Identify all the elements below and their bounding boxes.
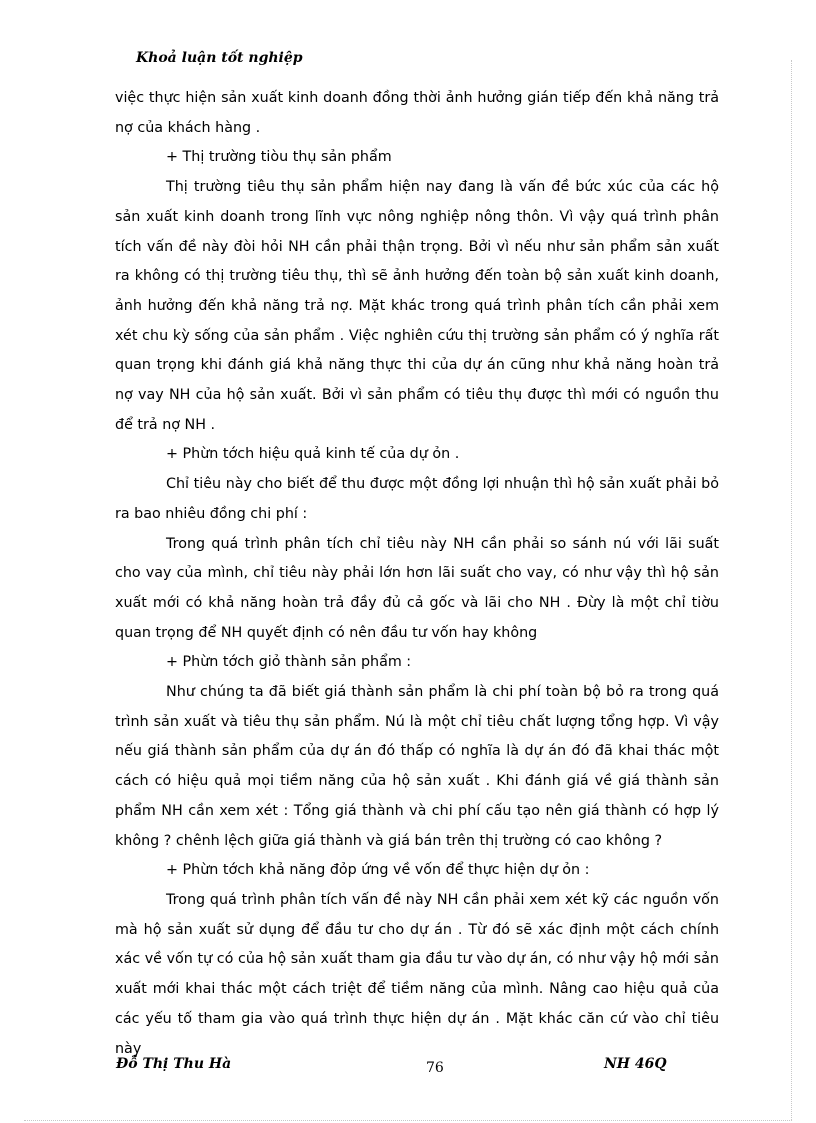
paragraph-cost: Như chúng ta đã biết giá thành sản phẩm là chi phí toàn bộ bỏ ra trong quá trình sản xuất và tiêu thụ sản phẩm. Nú là một chỉ tiêu chất lượng tổng hợp. Vì vậy nếu giá thành sản phẩm của dự án đó thấp có nghĩa là dự án đó đã khai thác một cách có hiệu quả mọi tiềm năng của hộ sản xuất . Khi đánh giá về giá thành sản phẩm NH cần xem xét : Tổng giá thành và chi phí cấu tạo nên giá thành có hợp lý không ? chênh lệch giữa giá thành và giá bán trên thị trường có cao không ? bbox=[115, 684, 719, 849]
paragraph-capital: Trong quá trình phân tích vấn đề này NH cần phải xem xét kỹ các nguồn vốn mà hộ sản xuất sử dụng để đầu tư cho dự án . Từ đó sẽ xác định một cách chính xác về vốn tự có của hộ sản xuất tham gia đầu tư vào dự án, có như vậy hộ mới sản xuất mới khai thác một cách triệt để tiềm năng của mình. Nâng cao hiệu quả của các yếu tố tham gia vào quá trình thực hiện dự án . Mặt khác căn cứ vào chỉ tiêu này bbox=[115, 891, 719, 1057]
page-bottom-divider bbox=[24, 1120, 792, 1121]
paragraph-market: Thị trường tiêu thụ sản phẩm hiện nay đang là vấn đề bức xúc của các hộ sản xuất kinh doanh trong lĩnh vực nông nghiệp nông thôn. Vì vậy quá trình phân tích vấn đề này đòi hỏi NH cần phải thận trọng. Bởi vì nếu như sản phẩm sản xuất ra không có thị trường tiêu thụ, thì sẽ ảnh hưởng đến toàn bộ sản xuất kinh doanh, ảnh hưởng đến khả năng trả nợ. Mặt khác trong quá trình phân tích cần phải xem xét chu kỳ sống của sản phẩm . Việc nghiên cứu thị trường sản phẩm có ý nghĩa rất quan trọng khi đánh giá khả năng thực thi của dự án cũng như khả năng hoàn trả nợ vay NH của hộ sản xuất. Bởi vì sản phẩm có tiêu thụ được thì mới có nguồn thu để trả nợ NH . bbox=[115, 179, 719, 433]
paragraph-efficiency-definition: Chỉ tiêu này cho biết để thu được một đồng lợi nhuận thì hộ sản xuất phải bỏ ra bao nhiêu đồng chi phí : bbox=[115, 476, 719, 522]
footer-author: Đỗ Thị Thu Hà bbox=[116, 1056, 232, 1072]
section-heading-market: + Thị trường tiòu thụ sản phẩm bbox=[166, 149, 392, 166]
section-heading-cost: + Phừn tớch giỏ thành sản phẩm : bbox=[166, 654, 412, 671]
page-edge-divider bbox=[791, 60, 792, 1120]
paragraph-continuation: việc thực hiện sản xuất kinh doanh đồng thời ảnh hưởng gián tiếp đến khả năng trả nợ của khách hàng . bbox=[115, 90, 719, 136]
footer-class-code: NH 46Q bbox=[604, 1056, 667, 1072]
paragraph-efficiency-analysis: Trong quá trình phân tích chỉ tiêu này NH cần phải so sánh nú với lãi suất cho vay của mình, chỉ tiêu này phải lớn hơn lãi suất cho vay, có như vậy thì hộ sản xuất mới có khả năng hoàn trả đầy đủ cả gốc và lãi cho NH . Đừy là một chỉ tiờu quan trọng để NH quyết định có nên đầu tư vốn hay không bbox=[115, 535, 719, 641]
section-heading-capital: + Phừn tớch khả năng đỏp ứng về vốn để thực hiện dự ỏn : bbox=[166, 862, 590, 879]
body-text bbox=[115, 84, 719, 1064]
section-heading-efficiency: + Phừn tớch hiệu quả kinh tế của dự ỏn . bbox=[166, 446, 460, 463]
page-header: Khoả luận tốt nghiệp bbox=[136, 50, 303, 66]
page-number: 76 bbox=[426, 1060, 444, 1076]
